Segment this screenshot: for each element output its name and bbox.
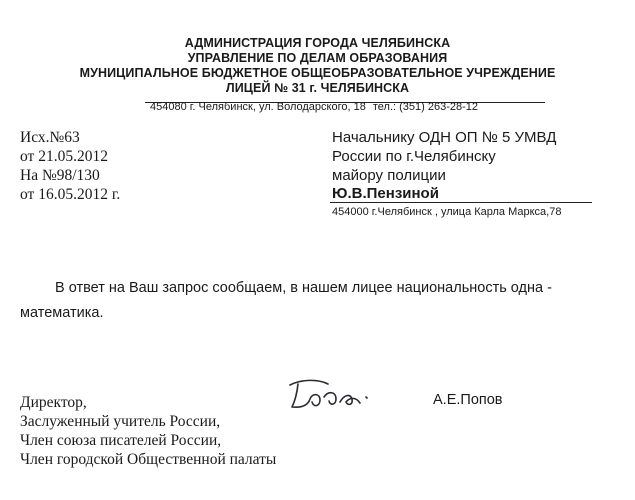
org-line-administration: АДМИНИСТРАЦИЯ ГОРОДА ЧЕЛЯБИНСКА	[184, 36, 451, 50]
handwritten-signature	[280, 375, 380, 417]
recipient-address: 454000 г.Челябинск , улица Карла Маркса,78	[332, 206, 562, 218]
org-line-institution: МУНИЦИПАЛЬНОЕ БЮДЖЕТНОЕ ОБЩЕОБРАЗОВАТЕЛЬНОЕ УЧРЕЖДЕНИЕ	[79, 66, 556, 80]
org-phone: тел.: (351) 263-28-12	[372, 101, 479, 113]
recipient-name: Ю.В.Пензиной	[332, 185, 439, 202]
outgoing-number: Исх.№63	[20, 129, 80, 146]
signer-title-chamber: Член городской Общественной палаты	[20, 451, 277, 468]
org-line-department: УПРАВЛЕНИЕ ПО ДЕЛАМ ОБРАЗОВАНИЯ	[187, 51, 448, 65]
incoming-date: от 16.05.2012 г.	[20, 186, 121, 203]
org-address: 454080 г. Челябинск, ул. Володарского, 18	[150, 101, 366, 113]
recipient-position-2: России по г.Челябинску	[332, 148, 496, 165]
body-line-2: математика.	[20, 305, 104, 321]
body-line-1: В ответ на Ваш запрос сообщаем, в нашем лицее национальность одна -	[55, 280, 552, 296]
signer-title-director: Директор,	[20, 394, 87, 411]
signer-title-writers-union: Член союза писателей России,	[20, 432, 222, 449]
recipient-position: Начальнику ОДН ОП № 5 УМВД	[332, 129, 557, 146]
signer-title-teacher: Заслуженный учитель России,	[20, 413, 221, 430]
incoming-number: На №98/130	[20, 167, 100, 184]
org-line-lyceum: ЛИЦЕЙ № 31 г. ЧЕЛЯБИНСКА	[225, 81, 410, 95]
org-contacts	[150, 101, 482, 113]
recipient-rank: майору полиции	[332, 167, 446, 184]
signer-name: А.Е.Попов	[433, 392, 503, 408]
recipient-divider	[330, 202, 592, 203]
outgoing-date: от 21.05.2012	[20, 148, 108, 165]
